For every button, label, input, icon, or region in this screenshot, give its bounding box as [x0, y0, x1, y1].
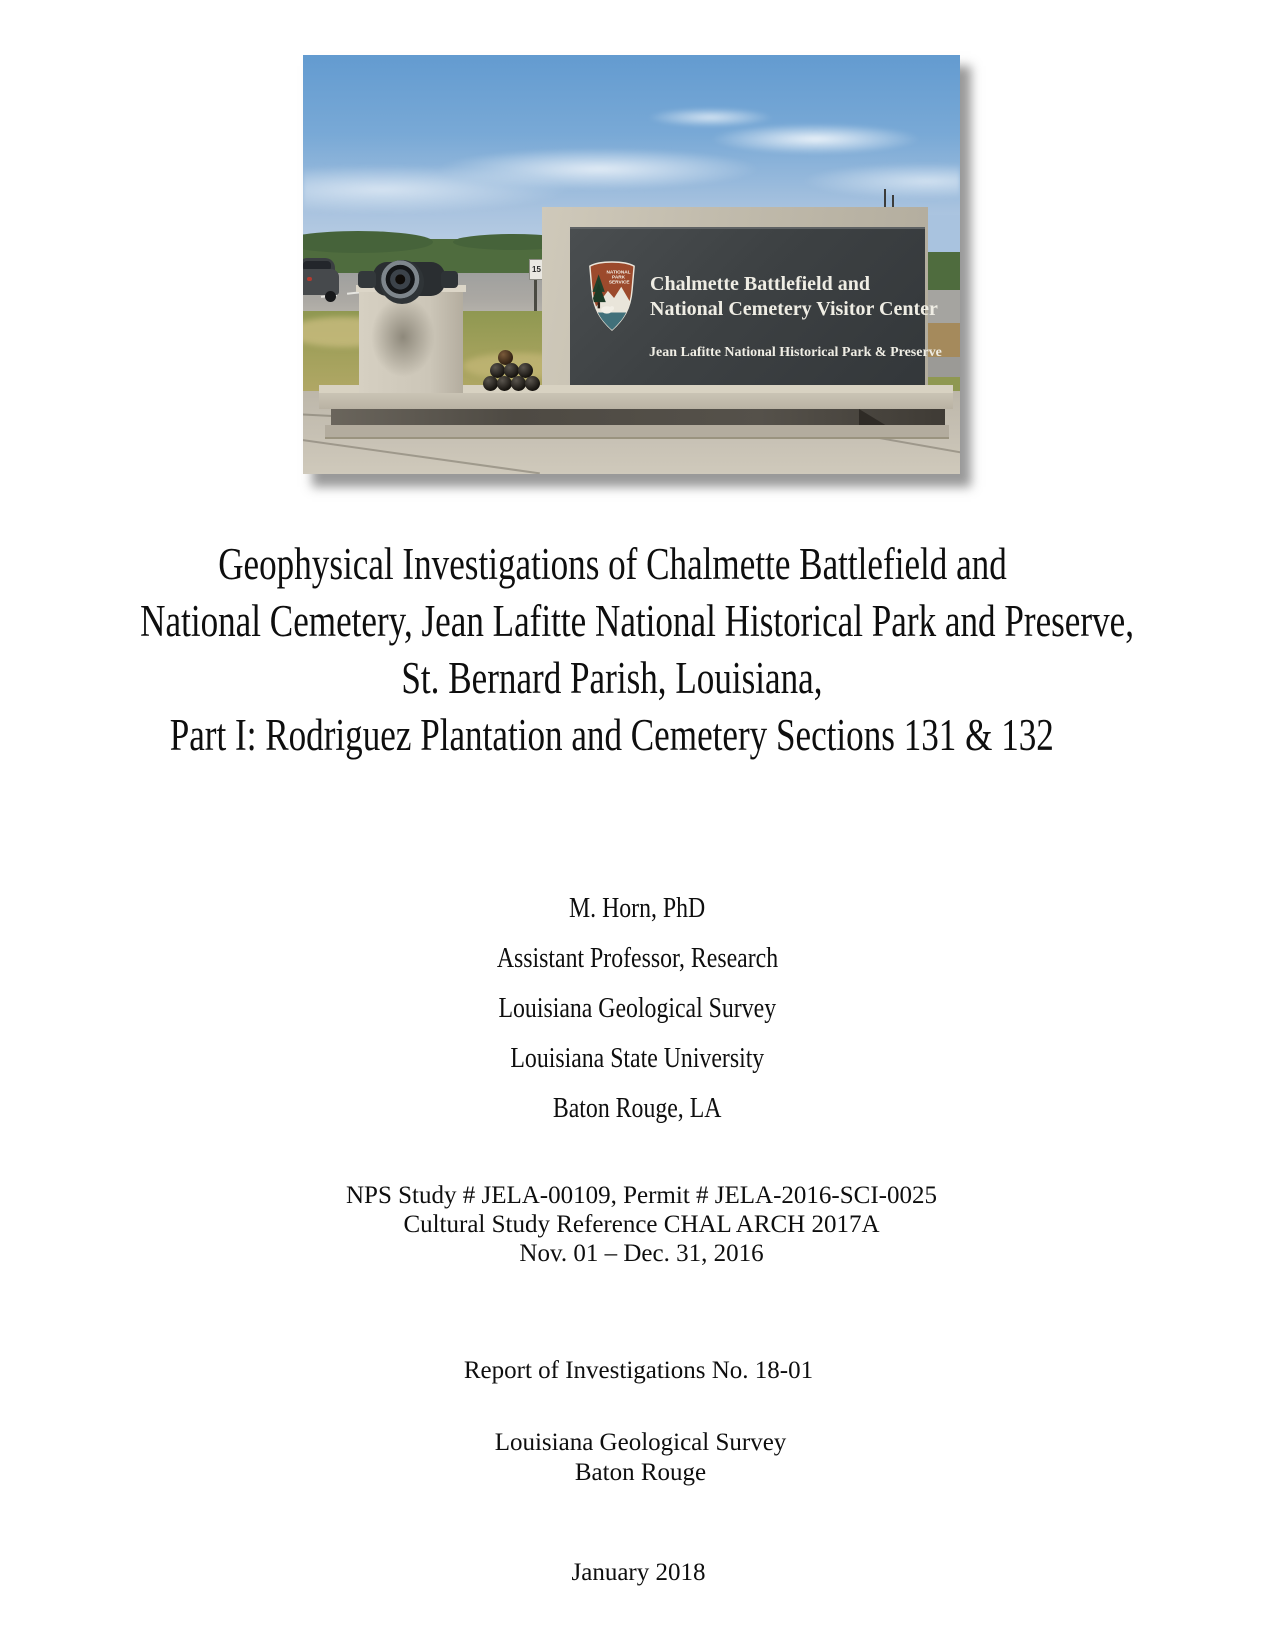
study-reference-line: Cultural Study Reference CHAL ARCH 2017A: [403, 1211, 880, 1238]
cannonball: [525, 376, 540, 391]
publication-date-text: January 2018: [571, 1559, 706, 1586]
speed-limit-post: [534, 279, 537, 311]
study-info-block: [0, 1181, 1275, 1268]
report-title: [0, 536, 1224, 764]
study-permit-line: NPS Study # JELA-00109, Permit # JELA-2016-SCI-0025: [346, 1182, 937, 1209]
author-affiliation-1: Louisiana Geological Survey: [498, 993, 777, 1024]
cannon-muzzle: [380, 260, 424, 304]
sign-heading-line-1: Chalmette Battlefield and: [650, 273, 870, 295]
title-line-4: Part I: Rodriguez Plantation and Cemetery Sections 131 & 132: [169, 710, 1055, 760]
sign-lightning-rod: [884, 189, 886, 207]
cannonball: [511, 376, 526, 391]
cannonball: [497, 376, 512, 391]
sign-lightning-rod: [892, 195, 894, 207]
publisher-name: Louisiana Geological Survey: [494, 1429, 787, 1456]
logo-text-line: SERVICE: [608, 280, 630, 286]
publication-date: [0, 1558, 1275, 1587]
author-title: Assistant Professor, Research: [496, 943, 779, 974]
author-location: Baton Rouge, LA: [553, 1093, 722, 1124]
logo-text-line: NATIONAL: [606, 270, 631, 276]
sign-subheading: Jean Lafitte National Historical Park & Preserve: [649, 345, 942, 360]
logo-text-line: PARK: [612, 275, 626, 281]
author-affiliation-2: Louisiana State University: [510, 1043, 765, 1074]
monument-platform-base: [325, 425, 949, 439]
study-dates-line: Nov. 01 – Dec. 31, 2016: [519, 1240, 764, 1267]
author-block: [0, 884, 1275, 1134]
cover-photo: [303, 55, 960, 474]
cannon-trunnion: [358, 271, 376, 288]
tree-blob: [303, 231, 433, 253]
cannonball: [483, 376, 498, 391]
monument-platform-face: [319, 393, 953, 409]
title-line-3: St. Bernard Parish, Louisiana,: [401, 653, 823, 703]
cannonball-stack: [483, 350, 541, 392]
nps-arrowhead-logo: [587, 261, 637, 331]
car-taillight: [307, 277, 312, 281]
title-line-2: National Cemetery, Jean Lafitte National Historical Park and Preserve,: [140, 596, 1134, 646]
report-number-text: Report of Investigations No. 18-01: [463, 1357, 814, 1384]
report-number-line: [0, 1356, 1275, 1385]
speed-limit-sign: 15: [529, 259, 544, 280]
sign-heading-line-2: National Cemetery Visitor Center: [650, 298, 938, 320]
cannon-trunnion: [441, 271, 458, 288]
car-wheel: [325, 291, 336, 302]
monument-platform-recess: [331, 409, 945, 425]
cannon-shadow: [371, 297, 435, 377]
publisher-block: [0, 1428, 1275, 1488]
publisher-city: Baton Rouge: [574, 1459, 707, 1486]
author-name: M. Horn, PhD: [569, 893, 706, 924]
clouds: [303, 103, 960, 223]
title-line-1: Geophysical Investigations of Chalmette Battlefield and: [217, 539, 1007, 589]
